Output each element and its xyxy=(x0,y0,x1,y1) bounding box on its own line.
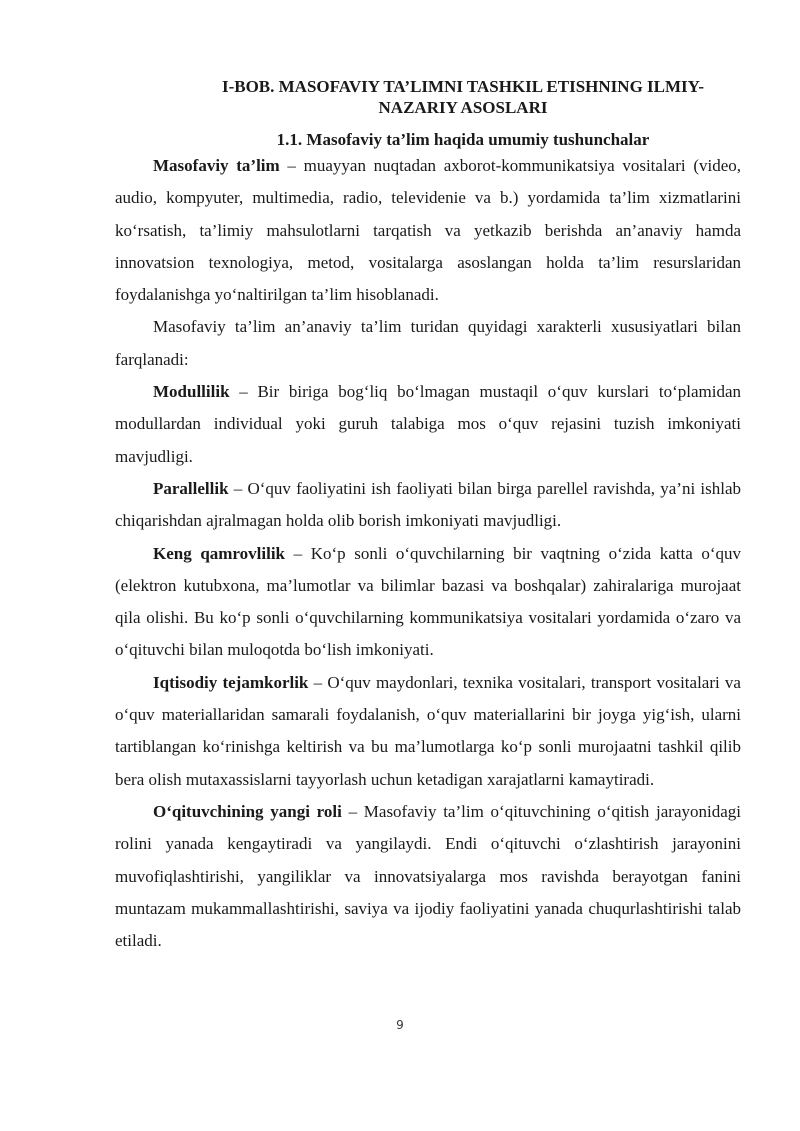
term-masofaviy-talim: Masofaviy ta’lim xyxy=(153,156,280,175)
paragraph-modullilik xyxy=(115,376,741,473)
paragraph-oqituvchining-yangi-roli xyxy=(115,796,741,957)
paragraph-text: – Bir biriga bog‘liq bo‘lmagan mustaqil o‘quv kurslari to‘plamidan modullardan individual yoki guruh talabiga mos o‘quv rejasini tuzish imkoniyati mavjudligi. xyxy=(115,382,741,466)
paragraph-text: Masofaviy ta’lim an’anaviy ta’lim turidan quyidagi xarakterli xususiyatlari bilan farqlanadi: xyxy=(115,317,741,369)
paragraph-text: – muayyan nuqtadan axborot-kommunikatsiya vositalari (video, audio, kompyuter, multimedia, radio, televidenie va b.) yordamida ta’lim xizmatlarini ko‘rsatish, ta’limiy mahsulotlarni tarqatish va yetkazib berishda an’anaviy hamda innovatsion texnologiya, metod, vositalarga asoslangan holda ta’lim resurslaridan foydalanishga yo‘naltirilgan ta’lim hisoblanadi. xyxy=(115,156,741,305)
term-iqtisodiy-tejamkorlik: Iqtisodiy tejamkorlik xyxy=(153,672,309,692)
paragraph-intro-features xyxy=(115,311,741,376)
section-title: 1.1. Masofaviy ta’lim haqida umumiy tushunchalar xyxy=(276,130,650,149)
chapter-title: I-BOB. MASOFAVIY TA’LIMNI TASHKIL ETISHNING ILMIY-NAZARIY ASOSLARI xyxy=(221,77,705,117)
term-keng-qamrovlilik: Keng qamrovlilik xyxy=(153,543,286,563)
paragraph-masofaviy-talim xyxy=(115,150,741,311)
paragraph-text: – Masofaviy ta’lim o‘qituvchining o‘qitish jarayonidagi rolini yanada kengaytiradi va yangilaydi. Endi o‘qituvchi o‘zlashtirish jarayonini muvofiqlashtirishi, yangiliklar va innovatsiyalarga mos ravishda berayotgan fanini muntazam mukammallashtirishi, saviya va ijodiy faoliyatini yanada chuqurlashtirishi talab etiladi. xyxy=(115,801,741,951)
term-parallellik: Parallellik xyxy=(153,478,229,498)
paragraph-parallellik xyxy=(115,473,741,538)
paragraph-text: – Ko‘p sonli o‘quvchilarning bir vaqtning o‘zida katta o‘quv (elektron kutubxona, ma’lumotlar va bilimlar bazasi va boshqalar) zahiralariga murojaat qila olishi. Bu ko‘p sonli o‘quvchilarning kommunikatsiya vositalari yordamida o‘zaro va o‘qituvchi bilan muloqotda bo‘lish imkoniyati. xyxy=(115,543,741,660)
document-page xyxy=(115,76,741,957)
paragraph-text: – O‘quv maydonlari, texnika vositalari, transport vositalari va o‘quv materiallaridan samarali foydalanish, o‘quv materiallarini bir joyga yig‘ish, ularni tartiblangan ko‘rinishga keltirish va bu ma’lumotlarga ko‘p sonli murojaatni tashkil qilib bera olish mutaxassislarni tayyorlash uchun ketadigan xarajatlarni kamaytiradi. xyxy=(115,672,741,789)
paragraph-text: – O‘quv faoliyatini ish faoliyati bilan birga parellel ravishda, ya’ni ishlab chiqarishdan ajralmagan holda olib borish imkoniyati mavjudligi. xyxy=(115,478,741,531)
page-number: 9 xyxy=(396,1018,404,1032)
paragraph-iqtisodiy-tejamkorlik xyxy=(115,667,741,796)
term-modullilik: Modullilik xyxy=(153,382,230,402)
paragraph-keng-qamrovlilik xyxy=(115,538,741,667)
term-oqituvchining-yangi-roli: O‘qituvchining yangi roli xyxy=(153,801,342,821)
